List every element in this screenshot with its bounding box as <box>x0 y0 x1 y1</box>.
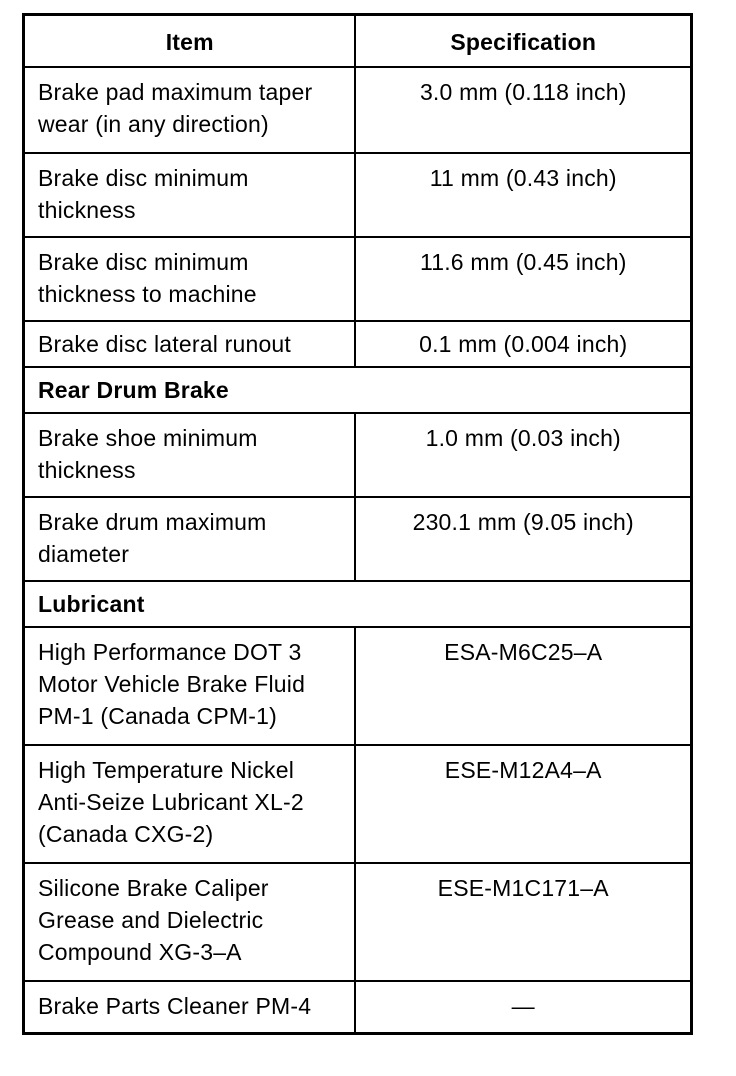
item-cell: Brake drum maximum diameter <box>24 497 355 581</box>
spec-cell: 1.0 mm (0.03 inch) <box>355 413 692 497</box>
section-row-rear-drum-brake <box>24 367 692 413</box>
table-row <box>24 413 692 497</box>
item-cell: Brake disc minimum thickness <box>24 153 355 237</box>
table-header-row <box>24 15 692 68</box>
item-cell: Silicone Brake Caliper Grease and Dielectric Compound XG-3–A <box>24 863 355 981</box>
table-row <box>24 237 692 321</box>
table-row <box>24 981 692 1034</box>
item-cell: High Performance DOT 3 Motor Vehicle Brake Fluid PM-1 (Canada CPM-1) <box>24 627 355 745</box>
spec-cell: ESE-M12A4–A <box>355 745 692 863</box>
spec-cell: 3.0 mm (0.118 inch) <box>355 67 692 153</box>
table-row <box>24 745 692 863</box>
table-row <box>24 627 692 745</box>
specification-table <box>22 13 693 1035</box>
table-row <box>24 497 692 581</box>
table-row <box>24 153 692 237</box>
spec-cell: 11 mm (0.43 inch) <box>355 153 692 237</box>
spec-cell: 11.6 mm (0.45 inch) <box>355 237 692 321</box>
item-cell: Brake disc lateral runout <box>24 321 355 367</box>
item-cell: Brake Parts Cleaner PM-4 <box>24 981 355 1034</box>
spec-cell: 230.1 mm (9.05 inch) <box>355 497 692 581</box>
section-heading: Rear Drum Brake <box>24 367 692 413</box>
item-cell: Brake shoe minimum thickness <box>24 413 355 497</box>
column-header-specification: Specification <box>355 15 692 68</box>
item-cell: Brake pad maximum taper wear (in any direction) <box>24 67 355 153</box>
table-row <box>24 321 692 367</box>
spec-cell: 0.1 mm (0.004 inch) <box>355 321 692 367</box>
table-row <box>24 67 692 153</box>
spec-cell: — <box>355 981 692 1034</box>
spec-cell: ESE-M1C171–A <box>355 863 692 981</box>
item-cell: High Temperature Nickel Anti-Seize Lubricant XL-2 (Canada CXG-2) <box>24 745 355 863</box>
table-row <box>24 863 692 981</box>
section-heading: Lubricant <box>24 581 692 627</box>
item-cell: Brake disc minimum thickness to machine <box>24 237 355 321</box>
column-header-item: Item <box>24 15 355 68</box>
section-row-lubricant <box>24 581 692 627</box>
spec-cell: ESA-M6C25–A <box>355 627 692 745</box>
